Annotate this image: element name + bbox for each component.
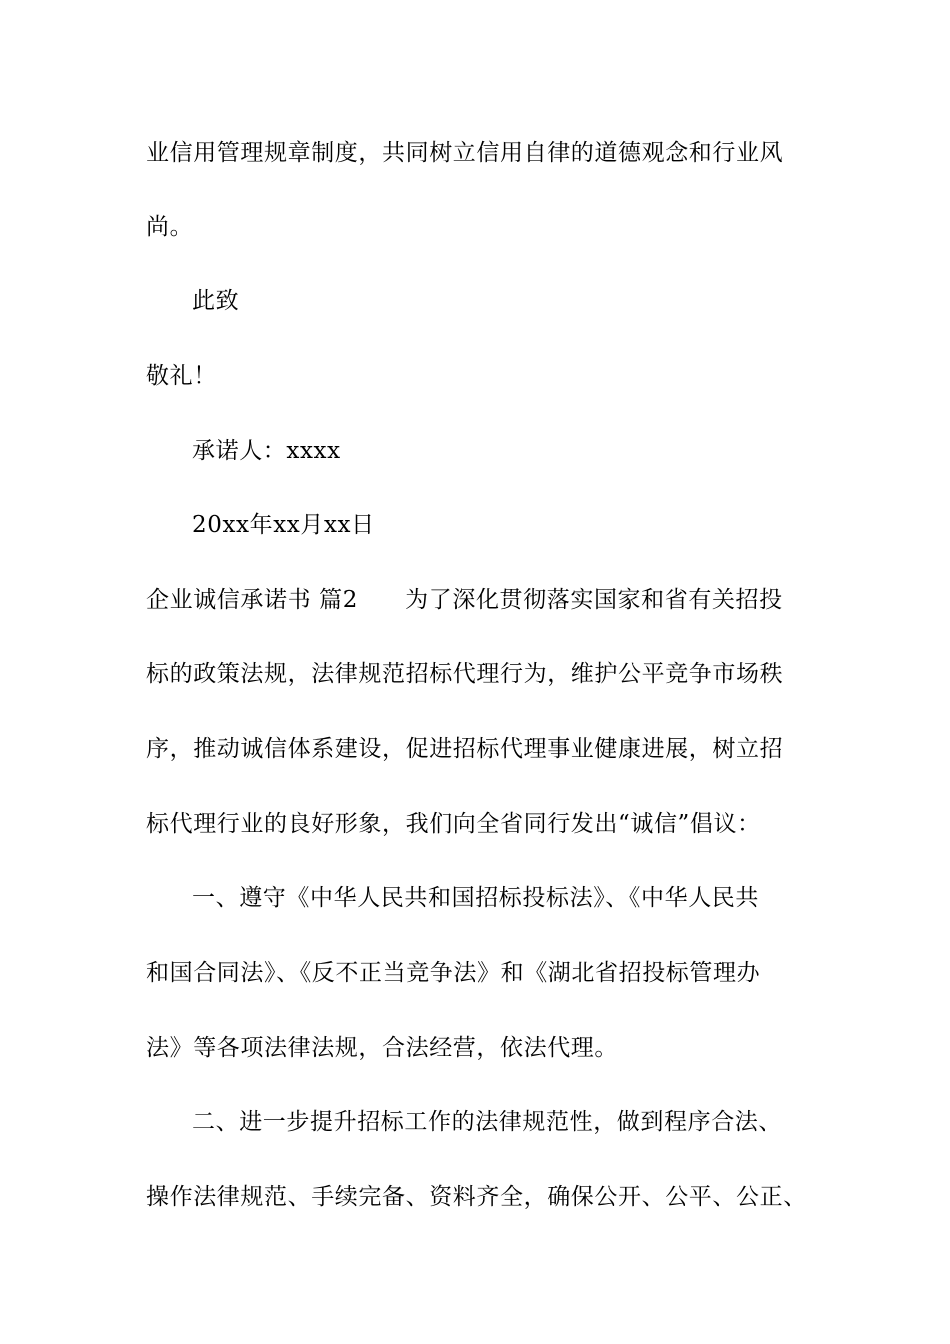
text-line: 和国合同法》、《反不正当竞争法》和《湖北省招投标管理办 — [146, 960, 761, 986]
text-line: 法》等各项法律法规，合法经营，依法代理。 — [146, 1035, 618, 1061]
text-line: 尚。 — [146, 214, 194, 240]
text-line: 标代理行业的良好形象，我们向全省同行发出“诚信”倡议： — [146, 811, 761, 837]
text-line: 序，推动诚信体系建设，促进招标代理事业健康进展，树立招 — [146, 736, 784, 762]
text-line: 业信用管理规章制度，共同树立信用自律的道德观念和行业风 — [146, 140, 784, 166]
signatory-line: 承诺人：xxxx — [192, 438, 341, 464]
closing-salutation: 此致 — [192, 288, 240, 314]
text-line: 二、进一步提升招标工作的法律规范性，做到程序合法、 — [192, 1109, 782, 1135]
text-line: 标的政策法规，法律规范招标代理行为，维护公平竞争市场秩 — [146, 661, 784, 687]
closing-regards: 敬礼！ — [146, 363, 217, 389]
text-line: 一、遵守《中华人民共和国招标投标法》、《中华人民共 — [192, 885, 759, 911]
text-line: 操作法律规范、手续完备、资料齐全，确保公开、公平、公正、 — [146, 1184, 807, 1210]
section-heading-line: 企业诚信承诺书 篇2 为了深化贯彻落实国家和省有关招投 — [146, 587, 783, 613]
date-line: 20xx年xx月xx日 — [192, 512, 375, 538]
